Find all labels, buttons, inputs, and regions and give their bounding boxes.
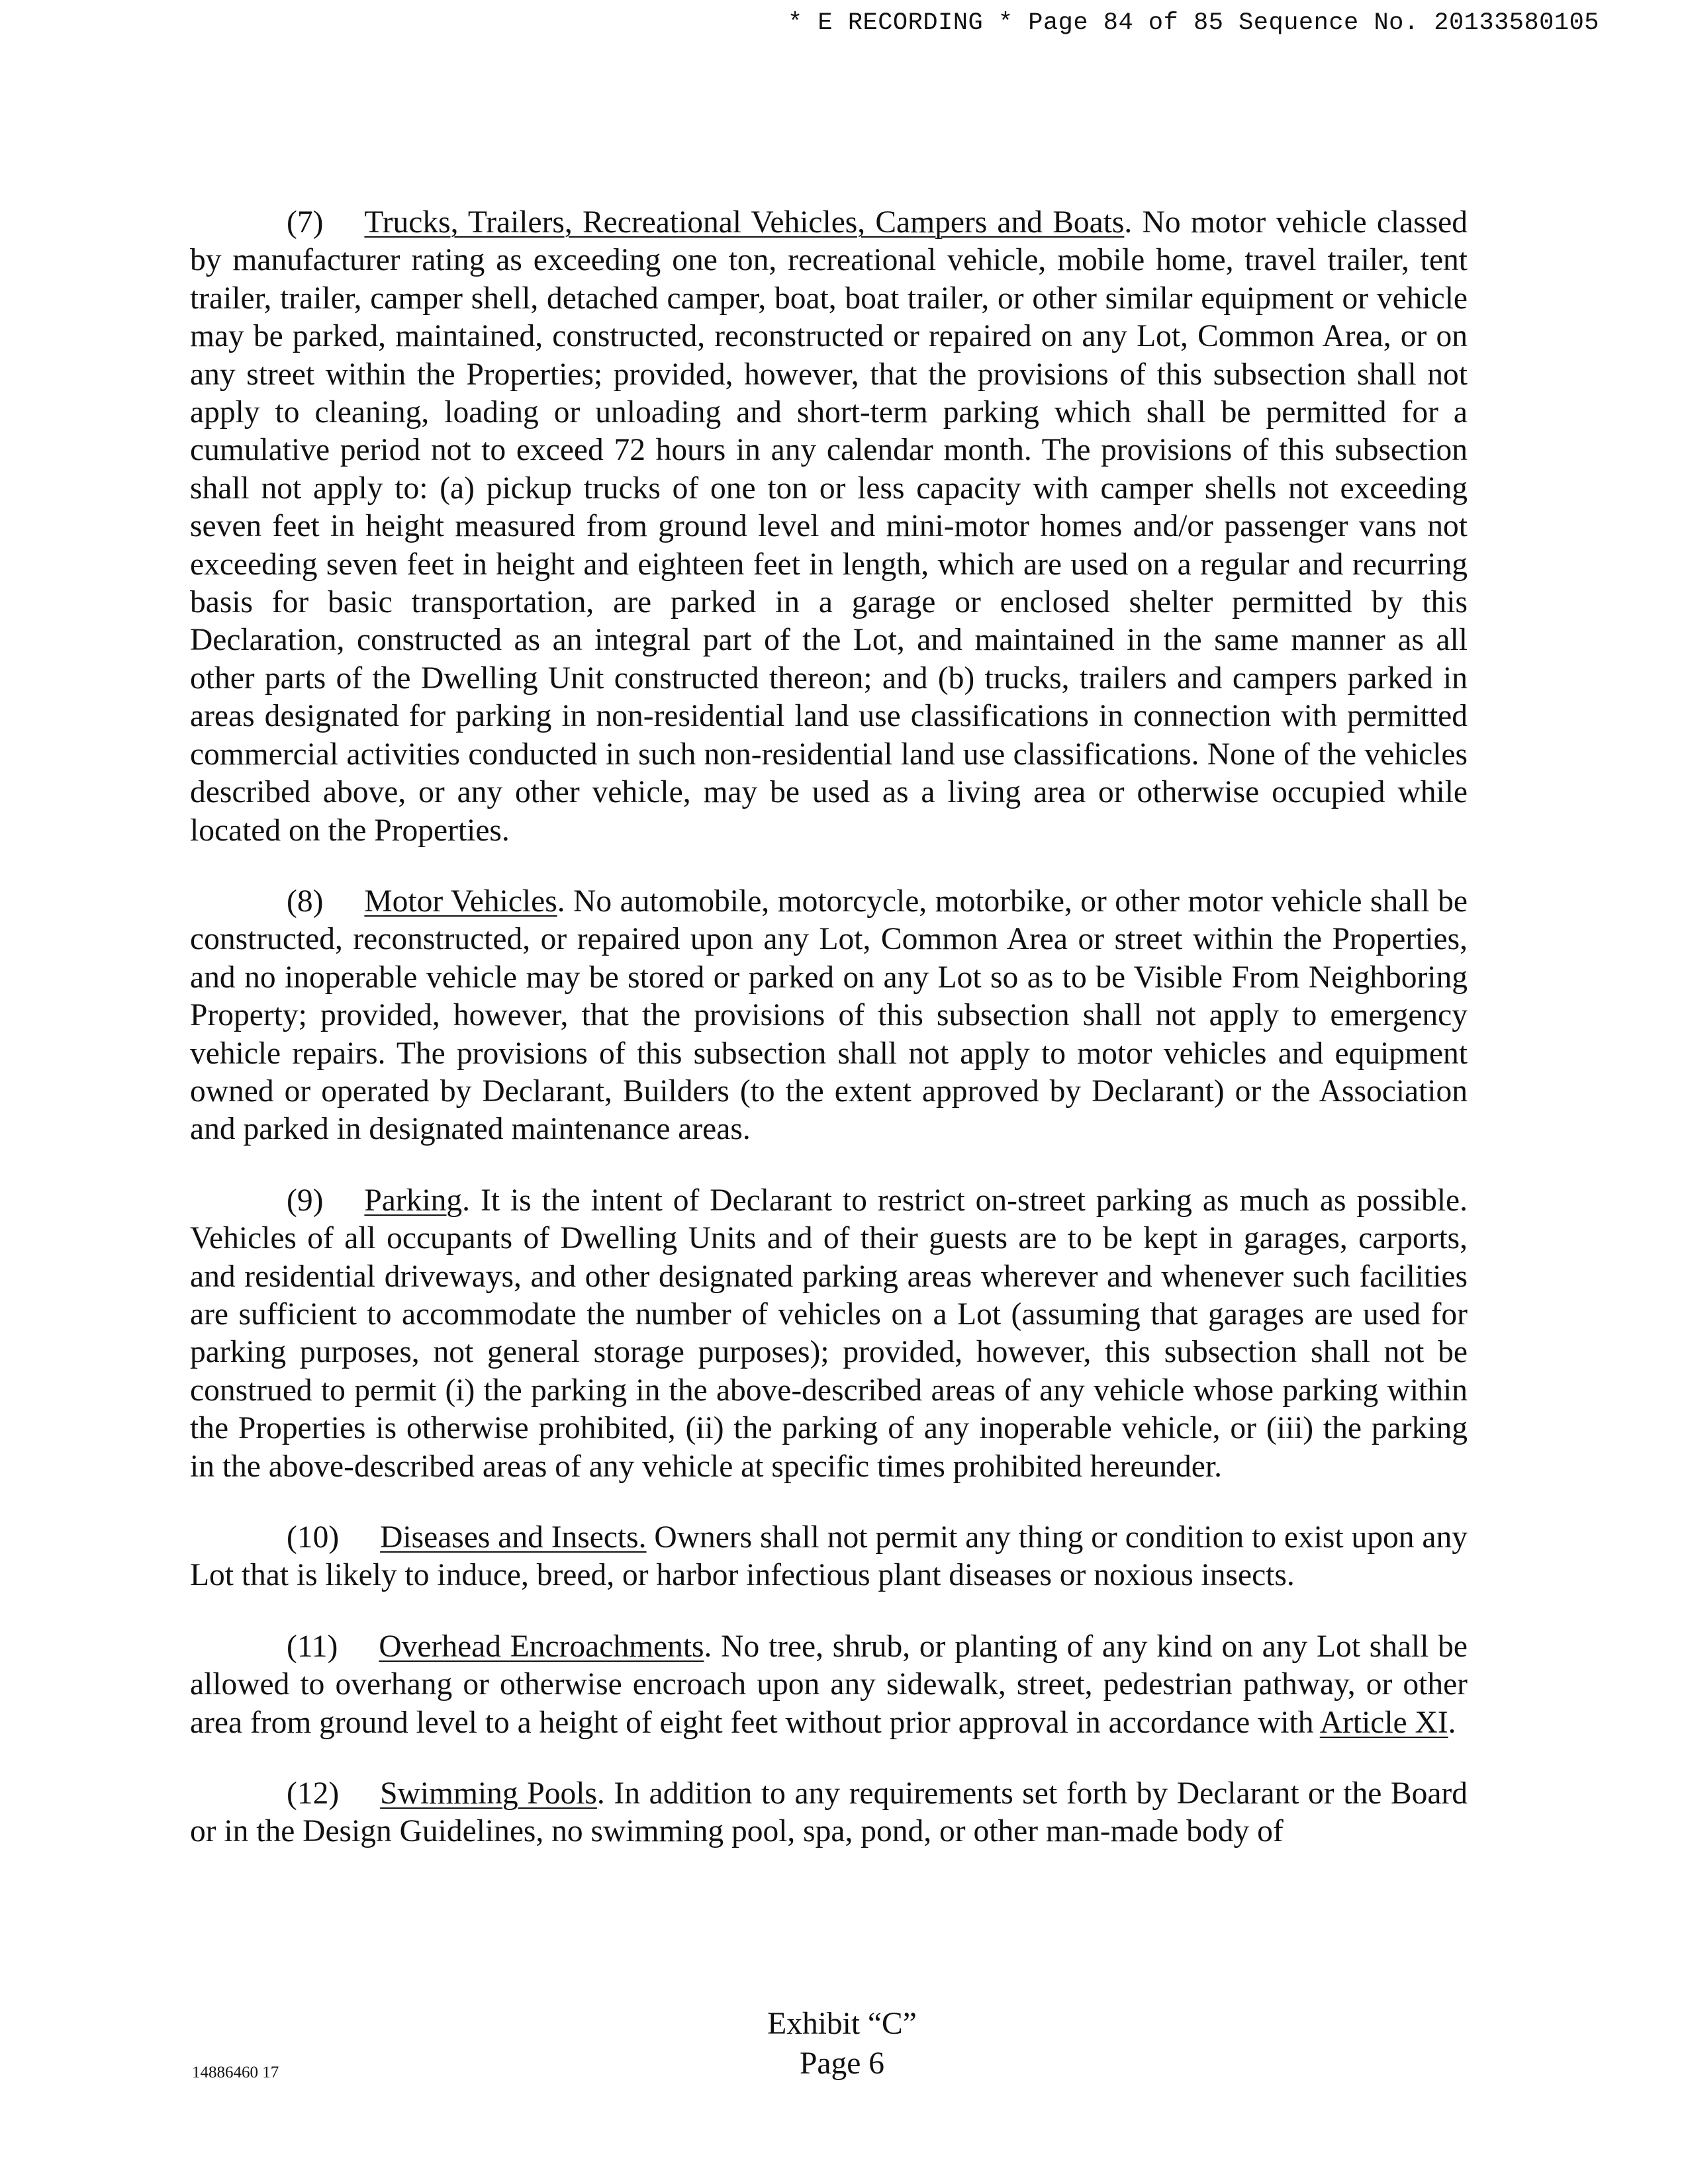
article-cross-reference: Article XI [1319, 1705, 1448, 1740]
paragraph-text: . No automobile, motorcycle, motorbike, or other motor vehicle shall be constructed, reconstructed, or repaired upon any Lot, Common Area or street within the Properties, and no inoperable vehicle may be stored or parked on any Lot so as to be Visible From Neighboring Property; provided, however, that the provisions of this subsection shall not apply to emergency vehicle repairs. The provisions of this subsection shall not apply to motor vehicles and equipment owned or operated by Declarant, Builders (to the extent approved by Declarant) or the Association and parked in designated maintenance areas. [190, 884, 1468, 1147]
paragraph-10 [190, 1519, 1468, 1595]
paragraph-9 [190, 1182, 1468, 1486]
paragraph-8 [190, 883, 1468, 1149]
paragraph-heading: Trucks, Trailers, Recreational Vehicles, Campers and Boats [364, 205, 1125, 240]
paragraph-text: . No tree, shrub, or planting of any kind on any Lot shall be allowed to overhang or otherwise encroach upon any sidewalk, street, pedestrian pathway, or other area from ground level to a height of eight feet without prior approval in accordance with [190, 1629, 1468, 1740]
paragraph-heading: Parking [364, 1183, 463, 1218]
paragraph-number: (11) [287, 1629, 338, 1664]
recording-header: * E RECORDING * Page 84 of 85 Sequence No. 20133580105 [788, 9, 1599, 37]
paragraph-heading: Swimming Pools [380, 1776, 597, 1811]
paragraph-heading: Overhead Encroachments [379, 1629, 704, 1664]
paragraph-text: . In addition to any requirements set forth by Declarant or the Board or in the Design Guidelines, no swimming pool, spa, pond, or other man-made body of [190, 1776, 1468, 1849]
paragraph-number: (7) [287, 205, 324, 240]
page-footer [0, 2004, 1684, 2083]
paragraph-12 [190, 1775, 1468, 1851]
document-id: 14886460 17 [192, 2064, 279, 2081]
exhibit-label: Exhibit “C” [767, 2007, 917, 2041]
paragraph-number: (8) [287, 884, 324, 919]
paragraph-heading: Motor Vehicles [364, 884, 557, 919]
paragraph-7 [190, 204, 1468, 850]
paragraph-text: Owners shall not permit any thing or condition to exist upon any Lot that is likely to induce, breed, or harbor infectious plant diseases or noxious insects. [190, 1520, 1468, 1593]
paragraph-number: (9) [287, 1183, 324, 1218]
paragraph-text: . No motor vehicle classed by manufacturer rating as exceeding one ton, recreational vehicle, mobile home, travel trailer, tent trailer, trailer, camper shell, detached camper, boat, boat trailer, or other similar equipment or vehicle may be parked, maintained, constructed, reconstructed or repaired on any Lot, Common Area, or on any street within the Properties; provided, however, that the provisions of this subsection shall not apply to cleaning, loading or unloading and short-term parking which shall be permitted for a cumulative period not to exceed 72 hours in any calendar month. The provisions of this subsection shall not apply to: (a) pickup trucks of one ton or less capacity with camper shells not exceeding seven feet in height measured from ground level and mini-motor homes and/or passenger vans not exceeding seven feet in height and eighteen feet in length, which are used on a regular and recurring basis for basic transportation, are parked in a garage or enclosed shelter permitted by this Declaration, constructed as an integral part of the Lot, and maintained in the same manner as all other parts of the Dwelling Unit constructed thereon; and (b) trucks, trailers and campers parked in areas designated for parking in non-residential land use classifications in connection with permitted commercial activities conducted in such non-residential land use classifications. None of the vehicles described above, or any other vehicle, may be used as a living area or otherwise occupied while located on the Properties. [190, 205, 1468, 848]
paragraph-11 [190, 1628, 1468, 1742]
paragraph-text-end: . [1448, 1705, 1456, 1740]
paragraph-number: (10) [287, 1520, 340, 1555]
paragraph-heading: Diseases and Insects. [380, 1520, 647, 1555]
paragraph-number: (12) [287, 1776, 340, 1811]
document-body [190, 204, 1468, 1884]
paragraph-text: . It is the intent of Declarant to restrict on-street parking as much as possible. Vehicles of all occupants of Dwelling Units and of their guests are to be kept in garages, carports, and residential driveways, and other designated parking areas wherever and whenever such facilities are sufficient to accommodate the number of vehicles on a Lot (assuming that garages are used for parking purposes, not general storage purposes); provided, however, this subsection shall not be construed to permit (i) the parking in the above-described areas of any vehicle whose parking within the Properties is otherwise prohibited, (ii) the parking of any inoperable vehicle, or (iii) the parking in the above-described areas of any vehicle at specific times prohibited hereunder. [190, 1183, 1468, 1484]
page-number: Page 6 [800, 2046, 884, 2081]
